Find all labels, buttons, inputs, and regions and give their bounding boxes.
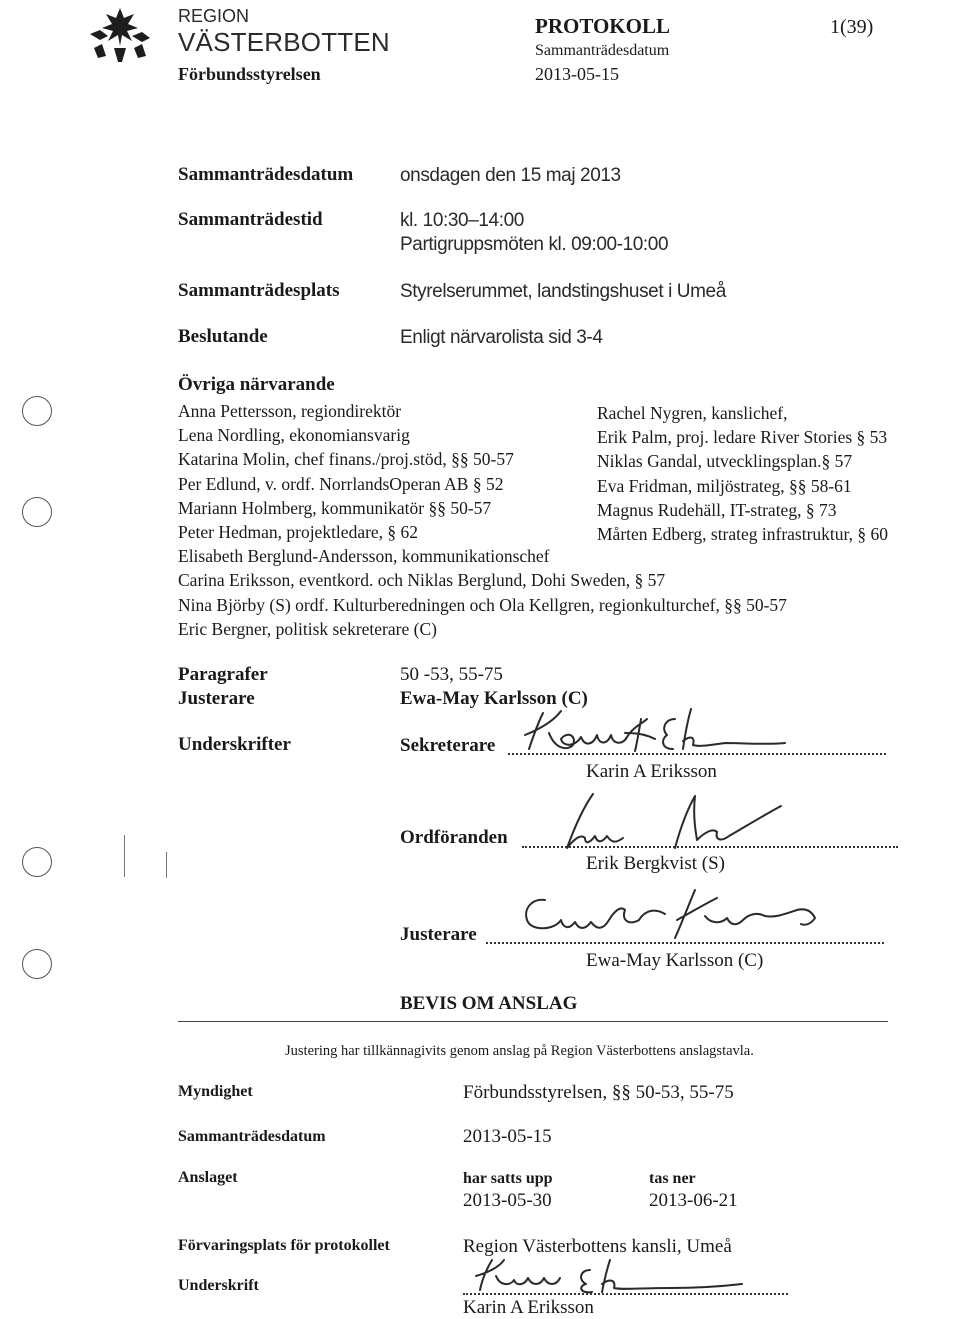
punch-hole [22,396,52,426]
underskrifter-label: Underskrifter [178,734,291,755]
chair-label: Ordföranden [400,827,508,848]
adjuster-label: Justerare [400,924,477,945]
deciders-label: Beslutande [178,326,268,347]
chair-name: Erik Bergkvist (S) [586,853,725,874]
margin-mark [166,852,167,878]
paragrafer-value: 50 -53, 55-75 [400,664,503,685]
justerare-label: Justerare [178,688,255,709]
present-person: Katarina Molin, chef finans./proj.stöd, §§ 50-57 [178,449,514,470]
signature-line [463,1293,788,1295]
page-number: 1(39) [830,16,874,38]
adjuster-signature [505,880,825,950]
secretary-signature [515,705,795,760]
secretary-label: Sekreterare [400,735,496,756]
present-person: Per Edlund, v. ordf. NorrlandsOperan AB § 52 [178,473,504,494]
punch-hole [22,497,52,527]
present-person: Lena Nordling, ekonomiansvarig [178,425,410,446]
posted-label: Anslaget [178,1169,238,1186]
present-person: Mariann Holmberg, kommunikatör §§ 50-57 [178,497,492,518]
org-unit: Förbundsstyrelsen [178,64,321,84]
signature-name: Karin A Eriksson [463,1297,594,1318]
present-person: Carina Eriksson, eventkord. och Niklas Berglund, Dohi Sweden, § 57 [178,570,666,591]
posted-from-value: 2013-05-30 [463,1190,552,1211]
punch-hole [22,949,52,979]
deciders-value: Enligt närvarolista sid 3-4 [400,327,603,348]
meeting-place-value: Styrelserummet, landstingshuset i Umeå [400,281,726,302]
org-name-line1: REGION [178,6,250,26]
document-type: PROTOKOLL [535,14,670,38]
meeting-place-label: Sammanträdesplats [178,280,340,301]
present-person: Anna Pettersson, regiondirektör [178,401,402,421]
bevis-date-value: 2013-05-15 [463,1126,552,1147]
present-heading: Övriga närvarande [178,374,335,395]
margin-mark [124,835,125,877]
authority-value: Förbundsstyrelsen, §§ 50-53, 55-75 [463,1082,734,1103]
meeting-time-value-2: Partigruppsmöten kl. 09:00-10:00 [400,234,669,255]
meeting-date-value: onsdagen den 15 maj 2013 [400,165,621,186]
meeting-date-label: Sammanträdesdatum [178,164,354,185]
present-person: Mårten Edberg, strateg infrastruktur, § 60 [597,524,889,545]
org-name-line2: VÄSTERBOTTEN [178,27,390,57]
present-person: Elisabeth Berglund-Andersson, kommunikationschef [178,546,550,567]
punch-hole [22,847,52,877]
chair-signature [545,788,790,858]
storage-value: Region Västerbottens kansli, Umeå [463,1236,732,1257]
header-date: 2013-05-15 [535,64,619,84]
bevis-date-label: Sammanträdesdatum [178,1128,326,1145]
present-person: Rachel Nygren, kanslichef, [597,403,788,423]
bevis-heading: BEVIS OM ANSLAG [400,993,578,1014]
posted-to-value: 2013-06-21 [649,1190,738,1211]
present-person: Erik Palm, proj. ledare River Stories § 53 [597,427,888,448]
present-person: Eva Fridman, miljöstrateg, §§ 58-61 [597,475,852,496]
section-divider [178,1021,888,1022]
signature-label: Underskrift [178,1277,259,1294]
meeting-time-value: kl. 10:30–14:00 [400,210,524,231]
paragrafer-label: Paragrafer [178,664,268,685]
justerare-value: Ewa-May Karlsson (C) [400,688,588,709]
posted-to-label: tas ner [649,1170,696,1187]
authority-label: Myndighet [178,1083,253,1100]
present-person: Eric Bergner, politisk sekreterare (C) [178,618,437,639]
present-person: Niklas Gandal, utvecklingsplan.§ 57 [597,451,853,472]
meeting-time-label: Sammanträdestid [178,209,323,230]
present-person: Peter Hedman, projektledare, § 62 [178,522,419,543]
region-logo-icon [80,4,160,64]
bevis-signature [470,1256,750,1298]
present-person: Magnus Rudehäll, IT-strateg, § 73 [597,499,837,520]
present-right-list [597,401,888,546]
secretary-name: Karin A Eriksson [586,761,717,782]
header-date-label: Sammanträdesdatum [535,42,670,59]
storage-label: Förvaringsplats för protokollet [178,1237,390,1254]
posted-from-label: har satts upp [463,1170,553,1187]
adjuster-name: Ewa-May Karlsson (C) [586,950,764,971]
bevis-notice: Justering har tillkännagivits genom anslag på Region Västerbottens anslagstavla. [285,1043,754,1059]
present-person: Nina Björby (S) ordf. Kulturberedningen och Ola Kellgren, regionkulturchef, §§ 50-57 [178,594,787,615]
